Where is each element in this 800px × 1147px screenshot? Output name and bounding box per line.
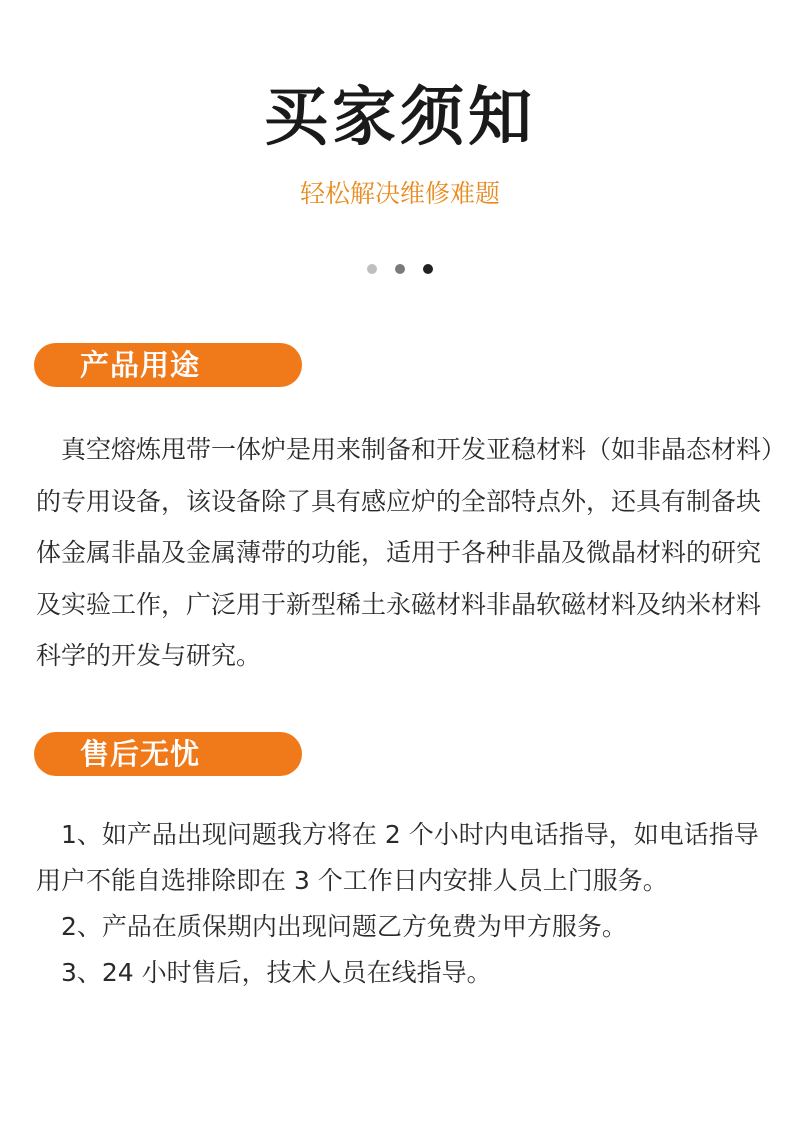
carousel-dot-1[interactable] [367,264,377,274]
after-sales-list [36,812,780,996]
carousel-dot-2[interactable] [395,264,405,274]
list-item: 2、产品在质保期内出现问题乙方免费为甲方服务。 [36,912,627,941]
carousel-indicator [0,264,800,276]
section-header-usage: 产品用途 [34,343,302,387]
usage-description: 真空熔炼甩带一体炉是用来制备和开发亚稳材料（如非晶态材料）的专用设备，该设备除了具有感应炉的全部特点外，还具有制备块体金属非晶及金属薄带的功能，适用于各种非晶及微晶材料的研究及实验工作，广泛用于新型稀土永磁材料非晶软磁材料及纳米材料科学的开发与研究。 [36,435,774,670]
page-subtitle: 轻松解决维修难题 [299,179,500,208]
list-item: 3、24 小时售后，技术人员在线指导。 [36,958,492,987]
section-header-after-sales: 售后无忧 [34,732,302,776]
page-title: 买家须知 [264,81,536,155]
carousel-dot-3-active[interactable] [423,264,433,274]
list-item: 1、如产品出现问题我方将在 2 个小时内电话指导，如电话指导用户不能自选排除即在 3 个工作日内安排人员上门服务。 [36,820,759,895]
